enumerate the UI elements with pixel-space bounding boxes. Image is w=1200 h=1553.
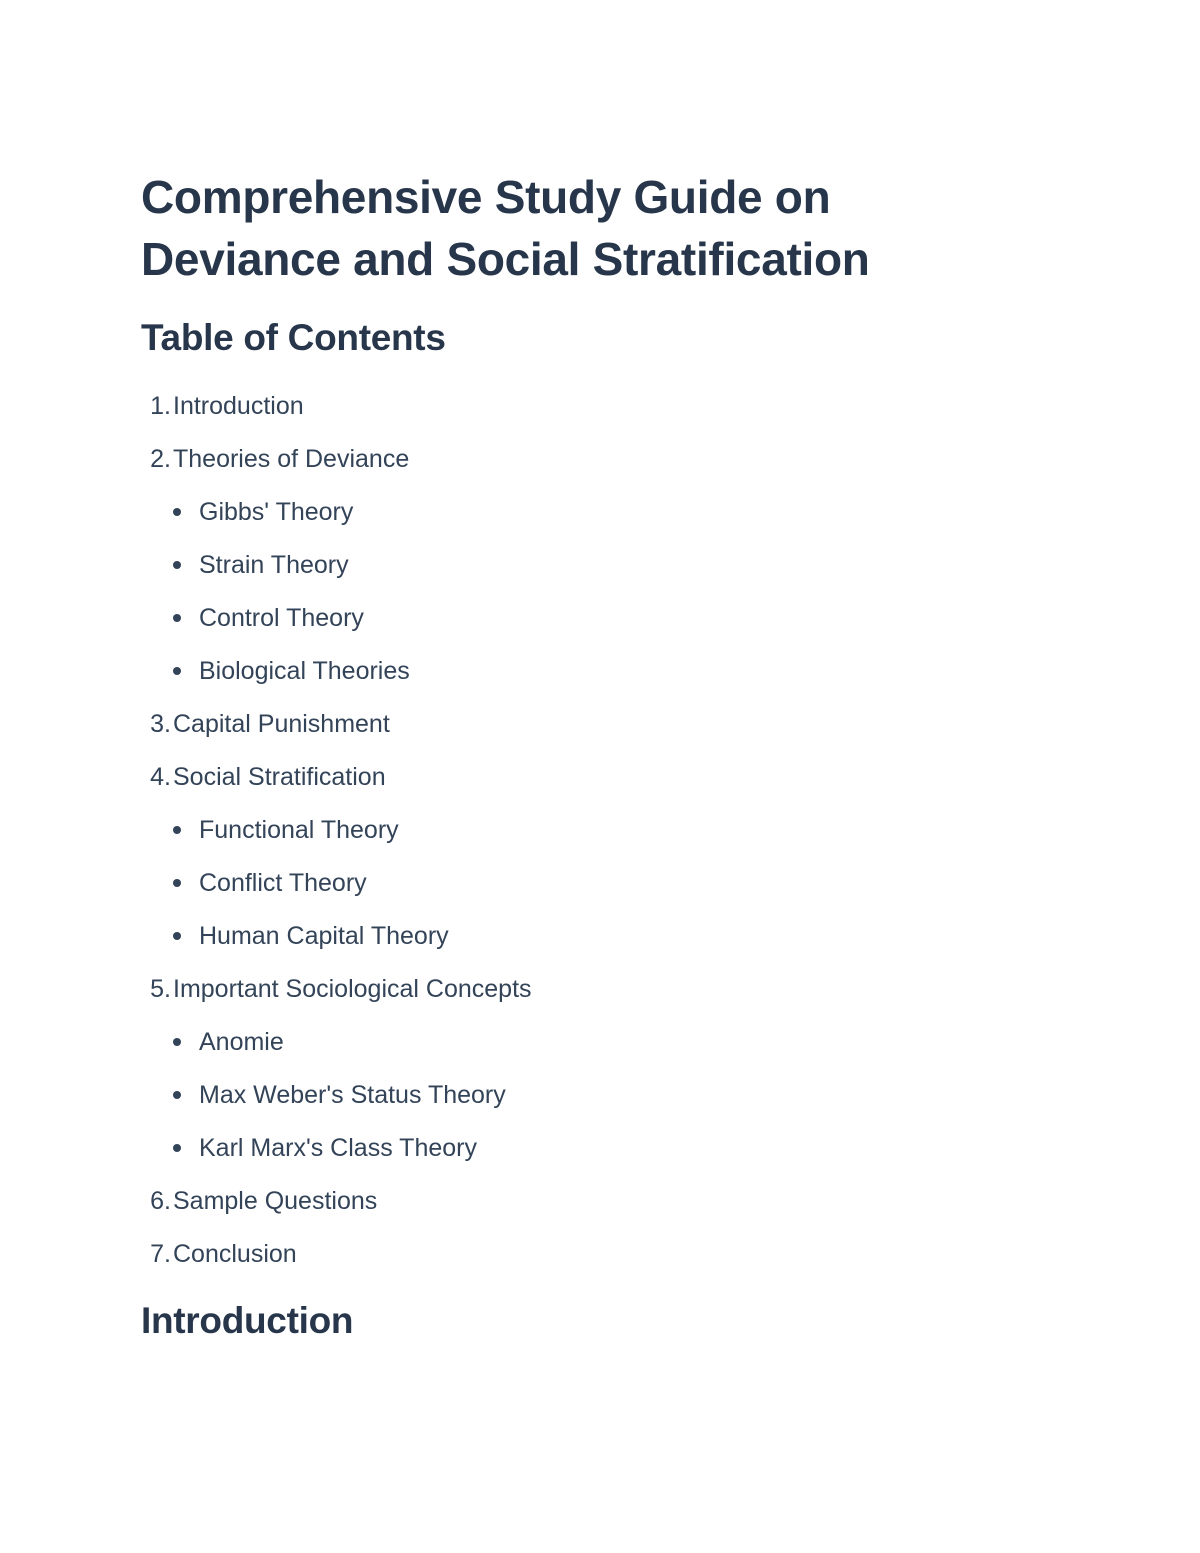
toc-item-number: 4.: [150, 763, 171, 791]
toc-item-theories-of-deviance[interactable]: [141, 433, 409, 485]
toc-subitem-label: Karl Marx's Class Theory: [199, 1134, 477, 1162]
toc-item-introduction[interactable]: [141, 380, 304, 432]
toc-subitem-label: Functional Theory: [199, 816, 399, 844]
bullet-icon: [173, 1038, 181, 1046]
toc-subitem-anomie[interactable]: [199, 1016, 284, 1068]
toc-subitem-label: Max Weber's Status Theory: [199, 1081, 506, 1109]
toc-item-number: 5.: [150, 975, 171, 1003]
toc-subitem-karl-marx-class-theory[interactable]: [199, 1122, 477, 1174]
toc-item-label: Capital Punishment: [173, 710, 390, 738]
toc-subitem-label: Conflict Theory: [199, 869, 367, 897]
toc-subitem-strain-theory[interactable]: [199, 539, 349, 591]
bullet-icon: [173, 508, 181, 516]
toc-item-number: 3.: [150, 710, 171, 738]
toc-item-number: 7.: [150, 1240, 171, 1268]
toc-item-number: 6.: [150, 1187, 171, 1215]
bullet-icon: [173, 932, 181, 940]
toc-subitem-max-weber-status-theory[interactable]: [199, 1069, 506, 1121]
toc-subitem-biological-theories[interactable]: [199, 645, 410, 697]
bullet-icon: [173, 1091, 181, 1099]
toc-item-label: Introduction: [173, 392, 304, 420]
toc-subitem-functional-theory[interactable]: [199, 804, 399, 856]
toc-item-capital-punishment[interactable]: [141, 698, 390, 750]
toc-subitem-label: Strain Theory: [199, 551, 349, 579]
toc-subitem-label: Control Theory: [199, 604, 364, 632]
section-heading-introduction: Introduction: [141, 1300, 354, 1341]
toc-subitem-gibbs-theory[interactable]: [199, 486, 353, 538]
document-title: [141, 166, 1101, 290]
toc-subitem-label: Gibbs' Theory: [199, 498, 354, 526]
toc-item-important-sociological-concepts[interactable]: [141, 963, 532, 1015]
toc-heading: Table of Contents: [141, 317, 446, 358]
toc-item-number: 1.: [150, 392, 171, 420]
toc-item-conclusion[interactable]: [141, 1228, 297, 1280]
toc-subitem-human-capital-theory[interactable]: [199, 910, 449, 962]
toc-item-label: Theories of Deviance: [173, 445, 410, 473]
toc-item-label: Social Stratification: [173, 763, 386, 791]
bullet-icon: [173, 561, 181, 569]
toc-subitem-label: Human Capital Theory: [199, 922, 449, 950]
bullet-icon: [173, 614, 181, 622]
toc-item-label: Conclusion: [173, 1240, 297, 1268]
bullet-icon: [173, 879, 181, 887]
document-title-line-2: Deviance and Social Stratification: [141, 233, 870, 285]
toc-subitem-label: Anomie: [199, 1028, 284, 1056]
toc-item-sample-questions[interactable]: [141, 1175, 377, 1227]
toc-item-number: 2.: [150, 445, 171, 473]
toc-item-label: Important Sociological Concepts: [173, 975, 532, 1003]
bullet-icon: [173, 1144, 181, 1152]
document-title-line-1: Comprehensive Study Guide on: [141, 171, 831, 223]
toc-subitem-control-theory[interactable]: [199, 592, 364, 644]
toc-item-social-stratification[interactable]: [141, 751, 386, 803]
toc-subitem-conflict-theory[interactable]: [199, 857, 367, 909]
toc-subitem-label: Biological Theories: [199, 657, 410, 685]
toc-item-label: Sample Questions: [173, 1187, 378, 1215]
bullet-icon: [173, 667, 181, 675]
bullet-icon: [173, 826, 181, 834]
